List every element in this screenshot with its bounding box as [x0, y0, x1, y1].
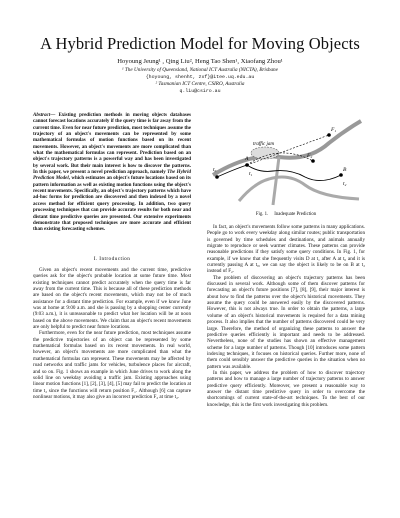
- figure-inadequate-prediction: [209, 113, 365, 208]
- label-f1: F₁: [331, 127, 337, 133]
- label-t0: t₀: [213, 167, 217, 173]
- affiliation-2: ² Tasmanian ICT Centre, CSIRO, Australia: [155, 81, 245, 87]
- left-column-body: [33, 267, 191, 400]
- affiliation-1: ¹ The University of Queensland, National ICT Australia (NICTA), Brisbane: [122, 67, 278, 73]
- road-main: [213, 121, 361, 175]
- author-list: Hoyoung Jeung¹ , Qing Liu², Heng Tao Shen¹, Xiaofang Zhou¹: [117, 58, 283, 65]
- label-t1: t₁: [249, 171, 253, 177]
- abstract: [33, 113, 191, 234]
- right-column-body: [207, 224, 365, 408]
- caption-label: Fig. 1.: [255, 212, 269, 217]
- abstract-lead: Abstract: [33, 113, 51, 118]
- label-t2: t₂: [343, 181, 347, 187]
- paragraph: In this paper, we address the problem of how to discover trajectory patterns and how to manage a large number of trajectory patterns to answer predictive query efficiently. Moreover, we present a reasonable way to answer the distant time predictive query in order to overcome the shortcomings of current state-of-the-art techniques. To the best of our knowledge, this is the first work investigating this problem.: [207, 369, 365, 408]
- point-t0: [215, 175, 219, 179]
- label-a: A: [245, 156, 249, 162]
- paragraph: Given an object's recent movements and the current time, predictive queries ask for the object's probable location at some future time. Most existing techniques cannot predict accurately when the query time is far away from the current time. This is because all of these prediction methods are based on the object's recent movements, which may not be of much assistance for a distant time prediction. For example, even if we know June was at home at 9:00 a.m. and she is passing by a shopping center currently (9:03 a.m.), it is unreasonable to predict what her location will be at noon based on the above movements. We claim that an object's recent movements are only helpful to predict near future locations.: [33, 267, 191, 331]
- abstract-text: — Existing prediction methods in moving objects databases cannot forecast locations accurately if the query time is far away from the current time. Even for near future prediction, most techniques assume the trajectory of an object's movements can be represented by some mathematical formulas of motion functions based on its recent movements. However, an object's movements are more complicated than what the mathematical formulas can represent. Prediction based on an object's trajectory patterns is a powerful way and has been investigated by several work. But their main interest is how to discover the patterns. In this paper, we present a novel prediction approach, namely: [33, 113, 191, 176]
- traffic-jam-area: [251, 147, 279, 159]
- road-lower: [239, 177, 359, 201]
- affiliation-1-email: {hoyoung, shenht, zxf}@itee.uq.edu.au: [145, 75, 255, 80]
- abstract-highlight: The Hybrid Prediction Model: [33, 170, 192, 182]
- label-traffic-jam: traffic jam: [253, 142, 274, 147]
- section-heading: I. Introduction: [93, 256, 131, 262]
- label-b: B: [343, 167, 347, 173]
- caption-text: Inadequate Prediction: [274, 212, 317, 217]
- paragraph: In fact, an object's movements follow some patterns in many applications. People go to work every weekday along similar routes; public transportation is governed by time schedules and destinations, and animals annually migrate to reproduce or seek warmer climates. These patterns can provide reasonable predictions if they satisfy some query conditions. In Fig. 1, for example, if we know that she frequently visits D at t₁ after A at t₀ and it is currently passing A at t₀, we can say the object is likely to be on B at t₂ instead of F₂.: [207, 224, 365, 275]
- paragraph: The problem of discovering an object's trajectory patterns has been discussed in several work. Although some of them discover patterns for forecasting an object's future positions [7], [8], [9], their major interest is about how to find the patterns over the object's historical movements. They assume the query could be answered easily by the discovered patterns. However, this is not always true. In order to obtain the patterns, a large volume of an object's historical movements is required for a data mining process. It also implies that the number of patterns discovered could be very large. Therefore, the method of organizing these patterns to answer the predictive queries efficiently is important and needs to be addressed. Nevertheless, none of the studies has shown an effective management scheme for a large number of patterns. Though [10] introduces some pattern indexing techniques, it focuses on historical queries. Further more, none of them could sensibly answer the predictive queries in the situation when no pattern was available.: [207, 274, 365, 370]
- road-cross: [273, 157, 279, 205]
- affiliation-2-email: q.liu@csiro.au: [179, 89, 221, 94]
- abstract-tail: , which estimates an object's future locations based on its pattern information as well as existing motion functions using the object's recent movements. Specifically, an object's trajectory patterns which have ad-hoc forms for prediction are discovered and then indexed by a novel access method for efficient query processing. In addition, two query processing techniques that can provide accurate results for both near and distant time predictive queries are presented. Our extensive experiments demonstrate that proposed techniques are more accurate and efficient than existing forecasting schemes.: [33, 176, 191, 233]
- point-f2: [311, 159, 315, 163]
- point-f1: [327, 133, 331, 137]
- paper-title: A Hybrid Prediction Model for Moving Objects: [40, 34, 360, 53]
- point-b: [339, 173, 343, 177]
- figure-caption: [207, 212, 365, 217]
- point-a: [245, 163, 249, 167]
- label-f2: F₂: [307, 153, 313, 159]
- paragraph: Furthermore, even for the near future prediction, most techniques assume the predictive trajectories of an object can be represented by some mathematical formulas based on its recent movements. In real world, however, an object's movements are more complicated than what the mathematical formulas can represent. These movements may be affected by road networks and traffic jams for vehicles, turbulence places for aircraft, and so on. Fig. 1 shows an example in which June drives to work along the solid line on weekday avoiding a traffic jam. Existing approaches using linear motion functions [1], [2], [3], [4], [5] may fail to predict the location at time t₂ since the functions will return position F₁. Although [6] can capture nonlinear motions, it may also give an incorrect prediction F₂ at time t₂.: [33, 330, 191, 400]
